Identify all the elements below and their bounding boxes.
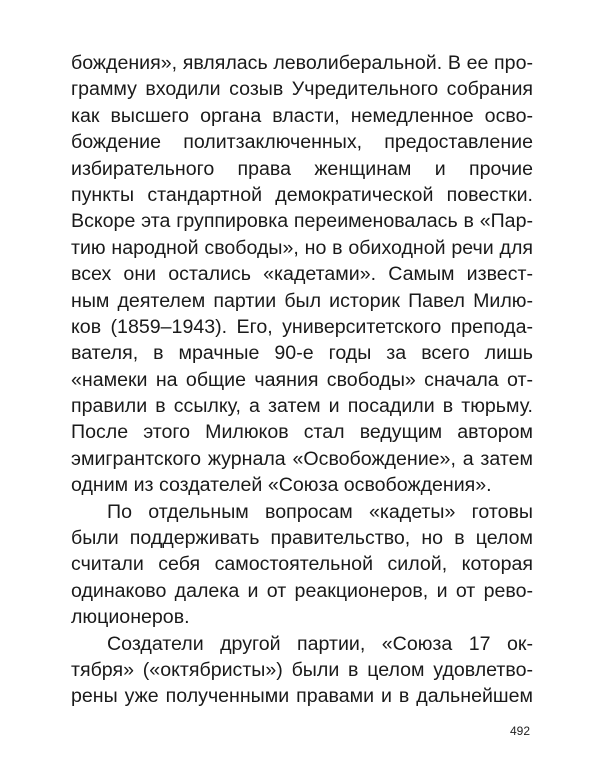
paragraph-start-line: Создатели другой партии, «Союза 17 ок-	[107, 632, 533, 655]
text-line: одним из создателей «Союза освобождения».	[71, 474, 492, 497]
text-line: эмигрантского журнала «Освобождение», а затем	[71, 447, 533, 470]
text-line: пункты стандартной демократической повестки.	[71, 183, 533, 206]
text-line: вателя, в мрачные 90-е годы за всего лишь	[71, 342, 533, 365]
text-line: избирательного права женщинам и прочие	[71, 157, 533, 180]
text-line: правили в ссылку, а затем и посадили в тюрьму.	[71, 395, 533, 418]
text-line: считали себя самостоятельной силой, которая	[71, 553, 533, 576]
page-body	[71, 50, 533, 710]
text-line: ков (1859–1943). Его, университетского препода-	[71, 315, 533, 338]
text-line: были поддерживать правительство, но в целом	[71, 527, 533, 550]
text-line: бождения», являлась леволиберальной. В ее про-	[71, 52, 533, 74]
text-line: всех они остались «кадетами». Самым извест-	[71, 263, 533, 286]
text-line: грамму входили созыв Учредительного собрания	[71, 78, 533, 101]
text-line: тября» («октябристы») были в целом удовлетво-	[71, 658, 533, 681]
text-line: одинаково далека и от реакционеров, и от рево-	[71, 579, 533, 602]
text-line: ным деятелем партии был историк Павел Милю-	[71, 289, 533, 312]
text-line: Вскоре эта группировка переименовалась в «Пар-	[71, 210, 533, 233]
text-line: люционеров.	[71, 606, 190, 629]
paragraph-start-line: По отдельным вопросам «кадеты» готовы	[107, 500, 533, 523]
page-number: 492	[509, 724, 530, 738]
text-line: рены уже полученными правами и в дальнейшем	[71, 685, 533, 708]
text-line: После этого Милюков стал ведущим автором	[71, 421, 533, 444]
text-line: как высшего органа власти, немедленное осво-	[71, 104, 533, 127]
text-line: тию народной свободы», но в обиходной речи для	[71, 236, 533, 259]
text-line: «намеки на общие чаяния свободы» сначала от-	[71, 368, 533, 391]
text-line: бождение политзаключенных, предоставление	[71, 131, 533, 154]
